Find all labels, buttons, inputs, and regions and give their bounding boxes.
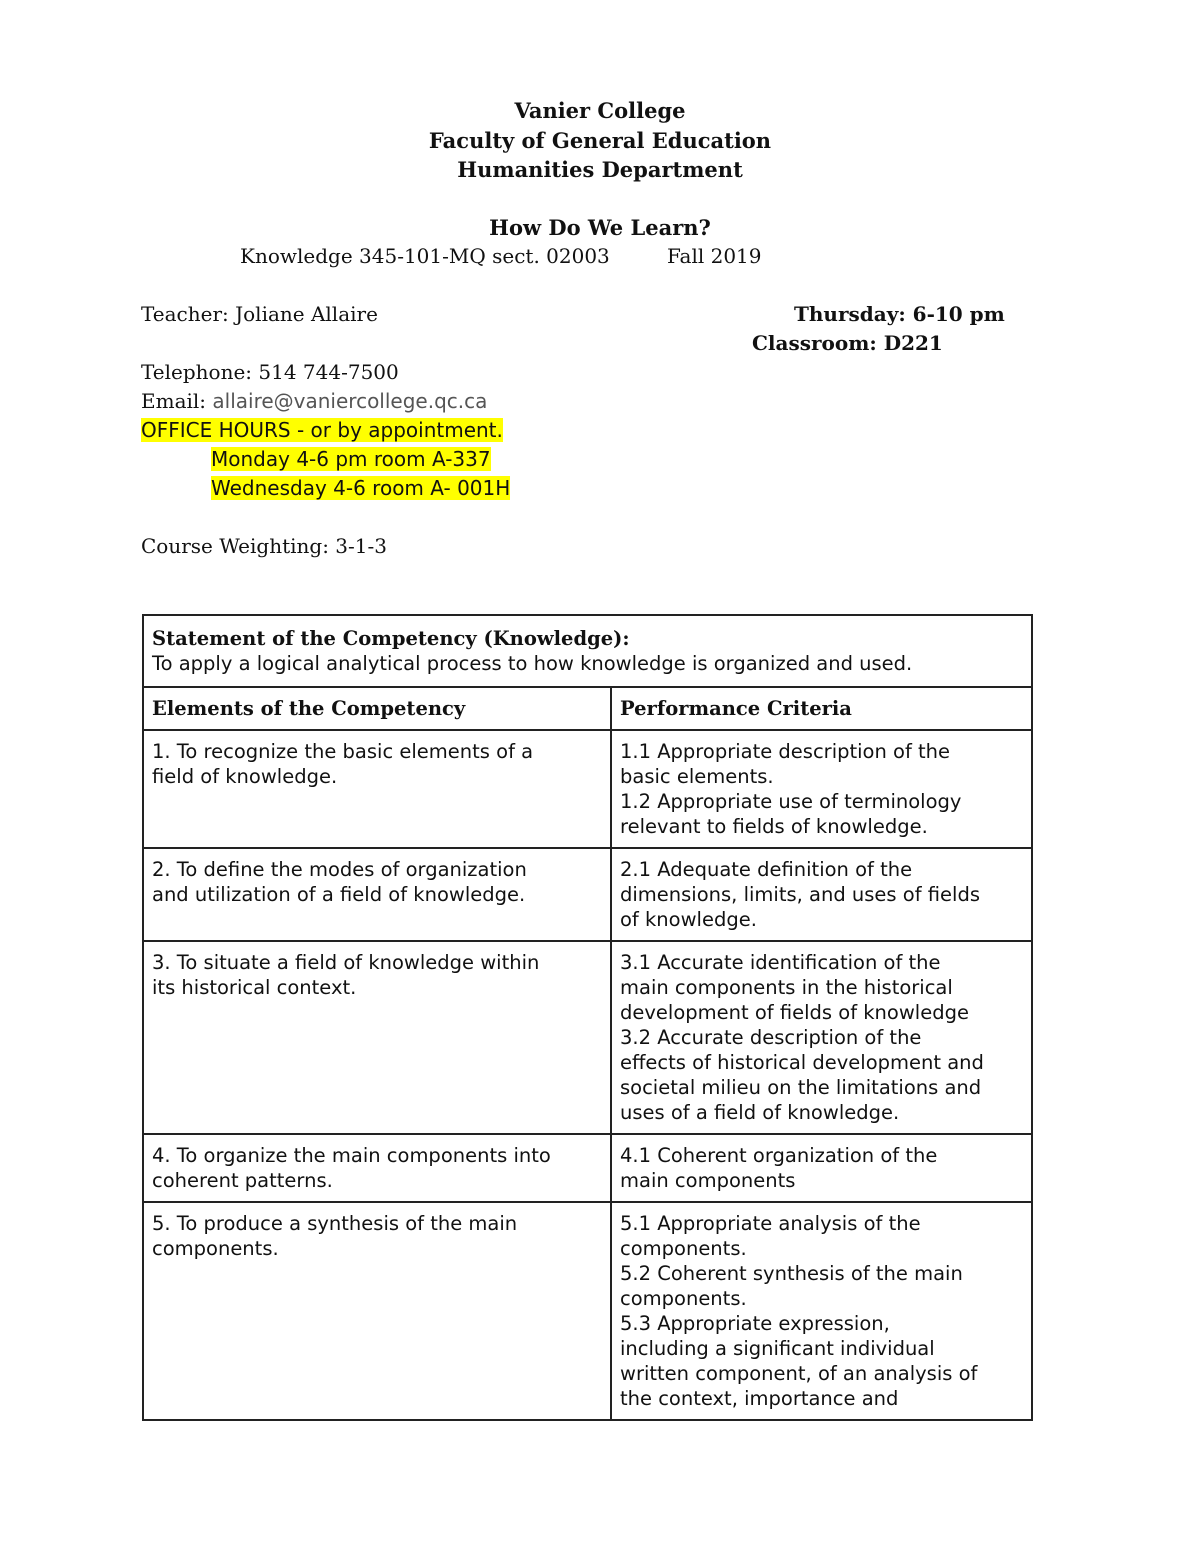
office-monday-text: Monday 4-6 pm room A-337 bbox=[211, 447, 491, 471]
criteria-line: main components in the historical bbox=[620, 976, 953, 999]
office-wednesday-text: Wednesday 4-6 room A- 001H bbox=[211, 476, 511, 500]
statement-row bbox=[143, 615, 1032, 687]
criteria-line: societal milieu on the limitations and bbox=[620, 1076, 982, 1099]
criteria-line: 3.1 Accurate identification of the bbox=[620, 951, 941, 974]
criteria-cell bbox=[611, 941, 1032, 1134]
elements-header bbox=[143, 687, 611, 730]
faculty-name: Faculty of General Education bbox=[428, 128, 772, 153]
college-name: Vanier College bbox=[514, 98, 686, 123]
criteria-line: main components bbox=[620, 1169, 796, 1192]
element-cell bbox=[143, 848, 611, 941]
table-row bbox=[143, 941, 1032, 1134]
email-label: Email: bbox=[141, 389, 207, 413]
criteria-line: basic elements. bbox=[620, 765, 774, 788]
element-line: components. bbox=[152, 1237, 279, 1260]
department-name: Humanities Department bbox=[457, 157, 743, 182]
elements-header-label: Elements of the Competency bbox=[152, 697, 466, 720]
statement-cell bbox=[143, 615, 1032, 687]
criteria-cell bbox=[611, 848, 1032, 941]
criteria-line: 2.1 Adequate definition of the bbox=[620, 858, 913, 881]
criteria-line: relevant to fields of knowledge. bbox=[620, 815, 928, 838]
element-line: and utilization of a field of knowledge. bbox=[152, 883, 526, 906]
element-line: coherent patterns. bbox=[152, 1169, 333, 1192]
element-line: 2. To define the modes of organization bbox=[152, 858, 527, 881]
element-line: 4. To organize the main components into bbox=[152, 1144, 551, 1167]
classroom: Classroom: D221 bbox=[752, 331, 943, 355]
criteria-line: 5.3 Appropriate expression, bbox=[620, 1312, 890, 1335]
element-line: 3. To situate a field of knowledge within bbox=[152, 951, 540, 974]
table-row bbox=[143, 1202, 1032, 1420]
table-header-row bbox=[143, 687, 1032, 730]
criteria-line: components. bbox=[620, 1287, 747, 1310]
course-title: How Do We Learn? bbox=[489, 215, 711, 240]
criteria-line: 3.2 Accurate description of the bbox=[620, 1026, 922, 1049]
criteria-line: written component, of an analysis of bbox=[620, 1362, 978, 1385]
element-cell bbox=[143, 1134, 611, 1202]
element-cell bbox=[143, 1202, 611, 1420]
criteria-line: components. bbox=[620, 1237, 747, 1260]
table-row bbox=[143, 1134, 1032, 1202]
course-term: Fall 2019 bbox=[667, 244, 762, 268]
criteria-cell bbox=[611, 1134, 1032, 1202]
criteria-line: dimensions, limits, and uses of fields bbox=[620, 883, 981, 906]
email-line bbox=[141, 389, 487, 413]
table-row bbox=[143, 730, 1032, 848]
office-hours-monday bbox=[211, 447, 491, 471]
criteria-header-label: Performance Criteria bbox=[620, 697, 852, 720]
competency-table bbox=[142, 614, 1033, 1421]
email-link[interactable]: allaire@vaniercollege.qc.ca bbox=[212, 389, 488, 413]
criteria-line: the context, importance and bbox=[620, 1387, 899, 1410]
element-cell bbox=[143, 941, 611, 1134]
element-line: 5. To produce a synthesis of the main bbox=[152, 1212, 518, 1235]
criteria-cell bbox=[611, 1202, 1032, 1420]
table-row bbox=[143, 848, 1032, 941]
course-code: Knowledge 345-101-MQ sect. 02003 bbox=[240, 244, 610, 268]
element-cell bbox=[143, 730, 611, 848]
element-line: field of knowledge. bbox=[152, 765, 338, 788]
criteria-line: 1.2 Appropriate use of terminology bbox=[620, 790, 962, 813]
criteria-line: effects of historical development and bbox=[620, 1051, 984, 1074]
criteria-line: 1.1 Appropriate description of the bbox=[620, 740, 951, 763]
criteria-cell bbox=[611, 730, 1032, 848]
office-hours bbox=[141, 418, 503, 442]
teacher-name: Teacher: Joliane Allaire bbox=[141, 302, 378, 326]
criteria-line: 5.1 Appropriate analysis of the bbox=[620, 1212, 921, 1235]
criteria-line: 5.2 Coherent synthesis of the main bbox=[620, 1262, 963, 1285]
criteria-line: of knowledge. bbox=[620, 908, 757, 931]
criteria-line: including a significant individual bbox=[620, 1337, 935, 1360]
element-line: its historical context. bbox=[152, 976, 357, 999]
office-hours-wednesday bbox=[211, 476, 510, 500]
course-weighting: Course Weighting: 3-1-3 bbox=[141, 534, 387, 558]
class-schedule: Thursday: 6-10 pm bbox=[794, 302, 1005, 326]
criteria-header bbox=[611, 687, 1032, 730]
statement-text: To apply a logical analytical process to how knowledge is organized and used. bbox=[152, 652, 913, 675]
office-hours-text: OFFICE HOURS - or by appointment. bbox=[141, 418, 503, 442]
criteria-line: 4.1 Coherent organization of the bbox=[620, 1144, 938, 1167]
criteria-line: development of fields of knowledge bbox=[620, 1001, 969, 1024]
criteria-line: uses of a field of knowledge. bbox=[620, 1101, 900, 1124]
telephone: Telephone: 514 744-7500 bbox=[141, 360, 399, 384]
statement-heading: Statement of the Competency (Knowledge): bbox=[152, 627, 630, 650]
element-line: 1. To recognize the basic elements of a bbox=[152, 740, 534, 763]
